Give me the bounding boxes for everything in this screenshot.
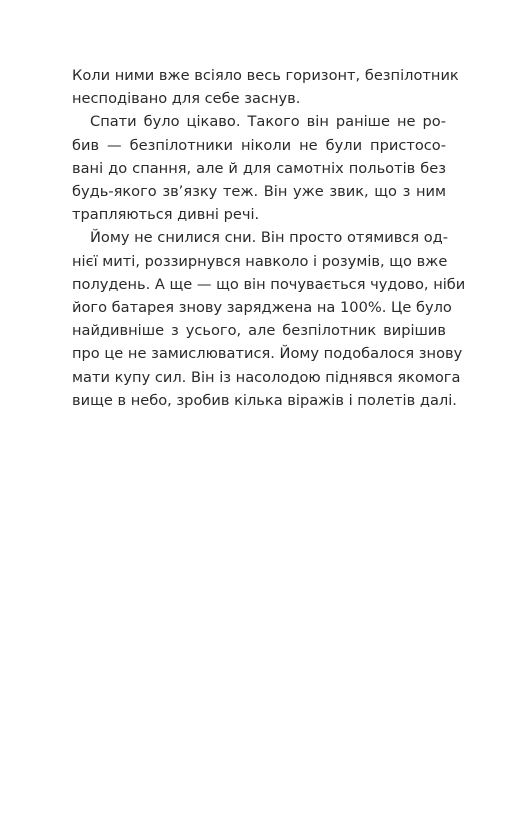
text-line: несподівано для себе заснув. xyxy=(72,90,301,108)
text-line: його батарея знову заряджена на 100%. Це було xyxy=(72,299,452,317)
text-line: нієї миті, роззирнувся навколо і розумів, що вже xyxy=(72,252,448,270)
text-line: будь-якого зв’язку теж. Він уже звик, що з ним xyxy=(72,183,446,201)
text-line: мати купу сил. Він із насолодою піднявся якомога xyxy=(72,368,461,386)
text-line: бив — безпілотники ніколи не були пристосо- xyxy=(72,136,446,154)
text-line: полудень. А ще — що він почувається чудово, ніби xyxy=(72,275,466,293)
text-line: найдивніше з усього, але безпілотник вирішив xyxy=(72,322,446,340)
text-line: про це не замислюватися. Йому подобалося знову xyxy=(72,345,463,363)
text-line: трапляються дивні речі. xyxy=(72,206,260,224)
text-line: вані до спання, але й для самотніх польотів без xyxy=(72,159,446,177)
page-text xyxy=(72,64,466,412)
text-line: Йому не снилися сни. Він просто отямився од- xyxy=(90,229,449,247)
text-line: вище в небо, зробив кілька віражів і полетів далі. xyxy=(72,391,457,409)
text-line: Спати було цікаво. Такого він раніше не ро- xyxy=(90,113,446,131)
text-line: Коли ними вже всіяло весь горизонт, безпілотник xyxy=(72,67,459,84)
